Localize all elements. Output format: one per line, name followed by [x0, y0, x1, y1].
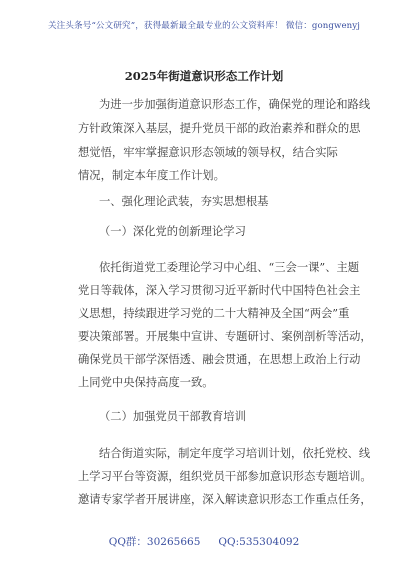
footer-qq-group: QQ群：30265665: [108, 536, 201, 548]
subsection-heading: （一）深化党的创新理论学习: [99, 225, 246, 238]
header-note: 关注头条号“公文研究”，获得最新最全最专业的公文资料库！ 微信：gongwenyj: [47, 21, 361, 31]
paragraph-line: 想觉悟，牢牢掌握意识形态领域的领导权，结合实际: [78, 146, 338, 159]
footer-qq-number: QQ:535304092: [218, 536, 300, 548]
paragraph-line: 情况，制定本年度工作计划。: [78, 169, 225, 182]
page-title: 2025年街道意识形态工作计划: [124, 69, 284, 83]
paragraph-line: 结合街道实际，制定年度学习培训计划，依托党校、线: [99, 447, 371, 460]
paragraph-line: 义思想，持续跟进学习党的二十大精神及全国“两会”重: [78, 307, 350, 320]
paragraph-line: 上同党中央保持高度一致。: [78, 376, 214, 389]
paragraph-line: 要决策部署。开展集中宣讲、专题研讨、案例剖析等活动，: [78, 330, 372, 343]
paragraph-line: 邀请专家学者开展讲座，深入解读意识形态工作重点任务，: [78, 493, 372, 506]
paragraph-line: 依托街道党工委理论学习中心组、“三会一课”、主题: [99, 261, 360, 274]
paragraph-line: 确保党员干部学深悟透、融会贯通，在思想上政治上行动: [78, 353, 361, 366]
paragraph-line: 上学习平台等资源，组织党员干部参加意识形态专题培训。: [78, 470, 372, 483]
paragraph-line: 党日等载体，深入学习贯彻习近平新时代中国特色社会主: [78, 284, 361, 297]
paragraph-line: 方针政策深入基层，提升党员干部的政治素养和群众的思: [78, 122, 361, 135]
section-heading: 一、强化理论武装，夯实思想根基: [99, 195, 269, 208]
footer-note: [0, 534, 408, 549]
subsection-heading: （二）加强党员干部教育培训: [99, 410, 246, 423]
paragraph-line: 为进一步加强街道意识形态工作，确保党的理论和路线: [99, 98, 371, 111]
